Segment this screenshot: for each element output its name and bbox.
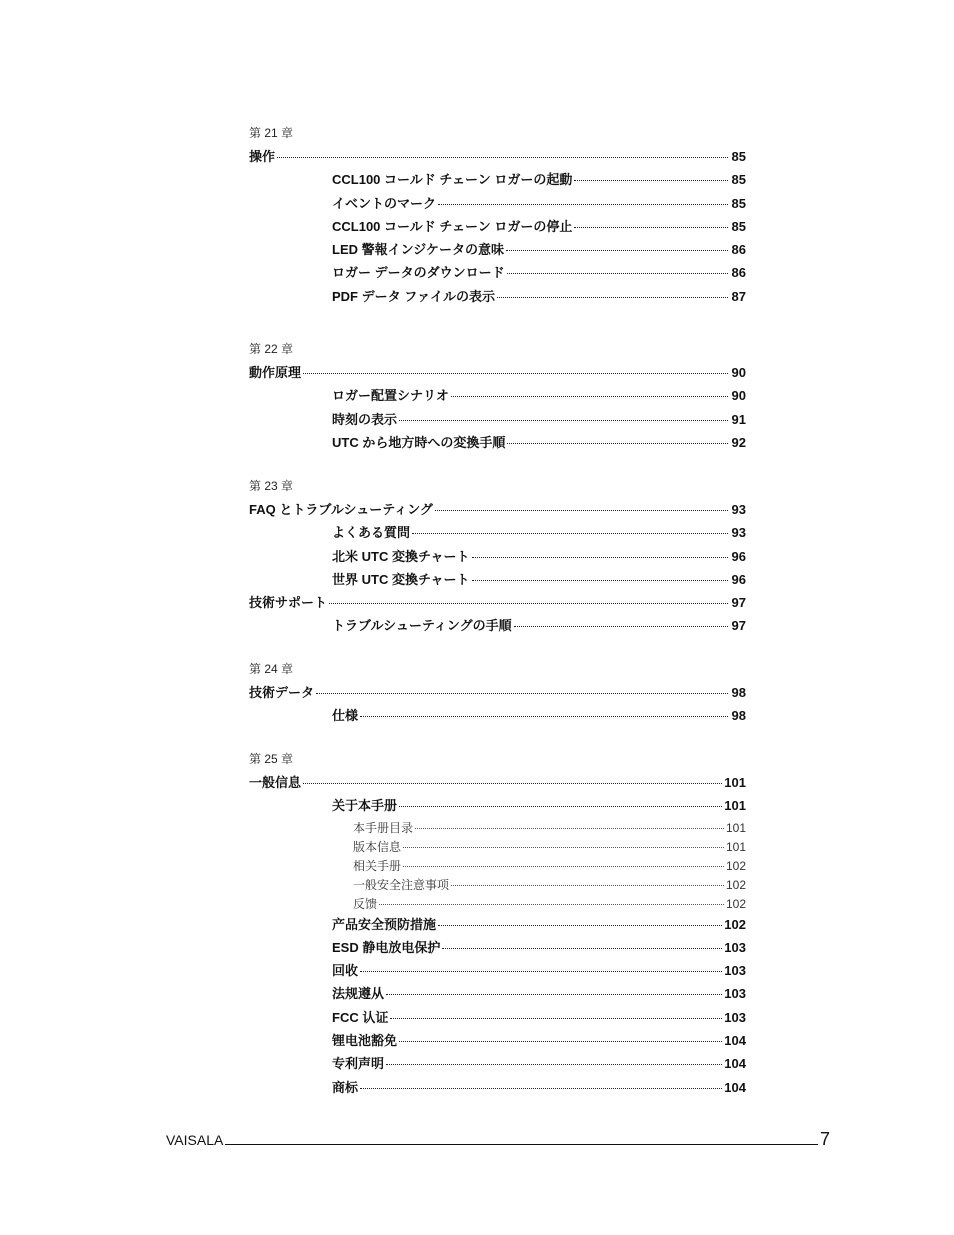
toc-entry-page: 85 [731,195,746,211]
toc-entry-title: イベントのマーク [332,195,437,211]
toc-entry-title: 回收 [332,963,359,979]
chapter-label: 第 24 章 [249,662,294,676]
toc-entry[interactable] [249,682,746,705]
toc-entry-page: 98 [731,685,746,700]
toc-chapter [249,124,746,340]
toc-entry-title: 仕様 [332,708,359,724]
toc-entry-page: 103 [724,986,746,1002]
toc-entry-title: 相关手册 [353,858,402,873]
toc-entry-title: 動作原理 [249,365,302,380]
toc-entry-title: 反馈 [353,896,378,911]
dot-leader [451,885,724,886]
toc-entry-title: よくある質問 [332,525,411,541]
toc-entry-page: 97 [731,618,746,634]
dot-leader [360,971,722,972]
toc-entry-title: FCC 认证 [332,1009,389,1025]
toc-entry-title: 操作 [249,149,276,164]
chapter-label: 第 25 章 [249,752,294,766]
toc-entry[interactable] [249,895,746,914]
toc-entry-page: 102 [725,877,746,892]
toc-entry-title: PDF データ ファイルの表示 [332,288,495,304]
toc-entry-page: 103 [724,1009,746,1025]
toc-entry-title: ロガー データのダウンロード [332,265,505,281]
footer-brand: VAISALA [166,1132,224,1148]
toc-entry[interactable] [249,499,746,522]
dot-leader [390,1018,722,1019]
footer-page-number: 7 [819,1129,830,1149]
toc-entry[interactable] [249,876,746,895]
toc-entry-title: CCL100 コールド チェーン ロガーの起動 [332,172,573,188]
toc-entry[interactable] [249,937,746,960]
dot-leader [399,1041,722,1042]
dot-leader [360,1088,722,1089]
dot-leader [316,693,728,694]
dot-leader [303,783,722,784]
toc-entry-title: CCL100 コールド チェーン ロガーの停止 [332,218,573,234]
toc-entry-page: 101 [724,775,746,790]
dot-leader [507,443,728,444]
dot-leader [472,557,728,558]
toc-entry-page: 104 [724,1056,746,1072]
dot-leader [399,806,722,807]
toc-entry-title: 一般安全注意事项 [353,877,450,892]
toc-entry[interactable] [249,409,746,432]
toc-entry-title: 商标 [332,1079,359,1095]
dot-leader [507,273,728,274]
toc-entry[interactable] [249,983,746,1006]
toc-entry-page: 85 [731,172,746,188]
toc-entry-title: 技術データ [249,685,315,700]
toc-entry-title: 一般信息 [249,775,302,790]
toc-entry-title: 法规遵从 [332,986,385,1002]
toc-entry[interactable] [249,146,746,169]
toc-entry-page: 91 [731,411,746,427]
toc-entry-title: 北米 UTC 変換チャート [332,548,470,564]
toc-entry[interactable] [249,385,746,408]
toc-chapter [249,660,746,750]
toc-entry-title: 锂电池豁免 [332,1033,398,1049]
toc-entry-page: 102 [725,896,746,911]
toc-entry-page: 103 [724,939,746,955]
toc-entry-page: 103 [724,963,746,979]
dot-leader [403,847,724,848]
dot-leader [379,904,724,905]
dot-leader [415,828,724,829]
toc-entry-title: 专利声明 [332,1056,385,1072]
toc-entry[interactable] [249,262,746,285]
toc-entry[interactable] [249,838,746,857]
toc-entry-page: 86 [731,242,746,258]
toc-entry[interactable] [249,857,746,876]
dot-leader [506,250,728,251]
dot-leader [497,297,728,298]
dot-leader [277,157,728,158]
toc-entry-page: 97 [731,595,746,611]
table-of-contents [249,124,746,1110]
dot-leader [303,373,728,374]
toc-entry-title: ESD 静电放电保护 [332,939,441,955]
toc-entry[interactable] [249,239,746,262]
dot-leader [386,1064,722,1065]
toc-entry-page: 93 [731,525,746,541]
toc-entry-page: 90 [731,365,746,380]
toc-entry-page: 96 [731,548,746,564]
dot-leader [514,626,728,627]
footer-rule [225,1144,818,1145]
dot-leader [403,866,724,867]
dot-leader [438,204,728,205]
chapter-label: 第 21 章 [249,126,294,140]
toc-entry-title: 世界 UTC 変換チャート [332,571,470,587]
toc-entry-title: 本手册目录 [353,820,414,835]
toc-entry-page: 92 [731,434,746,450]
dot-leader [442,948,722,949]
toc-entry[interactable] [249,169,746,192]
toc-entry-page: 96 [731,571,746,587]
dot-leader [386,994,722,995]
toc-entry[interactable] [249,193,746,216]
toc-entry-page: 87 [731,288,746,304]
toc-entry[interactable] [249,546,746,569]
dot-leader [399,420,728,421]
toc-entry-title: 版本信息 [353,839,402,854]
toc-entry[interactable] [249,960,746,983]
dot-leader [472,580,728,581]
dot-leader [329,603,728,604]
page-footer [166,1130,830,1148]
toc-chapter [249,750,746,1110]
toc-entry[interactable] [249,1030,746,1053]
dot-leader [412,533,728,534]
chapter-label: 第 22 章 [249,342,294,356]
chapter-label: 第 23 章 [249,479,294,493]
toc-entry-page: 101 [724,798,746,814]
toc-entry[interactable] [249,569,746,592]
toc-entry[interactable] [249,432,746,455]
toc-entry[interactable] [249,216,746,239]
toc-entry[interactable] [249,1077,746,1100]
toc-entry-title: 時刻の表示 [332,411,398,427]
toc-entry-title: 产品安全预防措施 [332,916,437,932]
toc-entry-page: 102 [725,858,746,873]
toc-entry-title: LED 警報インジケータの意味 [332,242,505,258]
dot-leader [574,227,728,228]
toc-chapter [249,477,746,660]
toc-entry-title: ロガー配置シナリオ [332,388,449,404]
toc-entry-page: 90 [731,388,746,404]
toc-entry-page: 85 [731,218,746,234]
dot-leader [360,716,728,717]
toc-entry-title: FAQ とトラブルシューティング [249,502,433,517]
dot-leader [435,510,728,511]
dot-leader [574,180,728,181]
toc-entry[interactable] [249,286,746,309]
toc-entry[interactable] [249,1007,746,1030]
toc-entry[interactable] [249,772,746,795]
toc-entry-title: 关于本手册 [332,798,398,814]
toc-entry-page: 86 [731,265,746,281]
toc-entry[interactable] [249,795,746,818]
toc-entry-title: UTC から地方時への変換手順 [332,434,506,450]
toc-entry[interactable] [249,705,746,728]
toc-entry-page: 101 [725,820,746,835]
toc-entry-title: トラブルシューティングの手順 [332,618,512,634]
toc-entry[interactable] [249,819,746,838]
toc-entry[interactable] [249,362,746,385]
toc-entry-page: 93 [731,502,746,517]
toc-entry[interactable] [249,592,746,615]
toc-entry-page: 104 [724,1079,746,1095]
toc-entry-page: 101 [725,839,746,854]
toc-entry[interactable] [249,615,746,638]
dot-leader [438,925,722,926]
toc-entry-page: 98 [731,708,746,724]
toc-entry[interactable] [249,914,746,937]
toc-entry-page: 104 [724,1033,746,1049]
dot-leader [451,396,728,397]
toc-entry-title: 技術サポート [249,595,328,611]
toc-entry[interactable] [249,522,746,545]
toc-chapter [249,340,746,477]
toc-entry[interactable] [249,1053,746,1076]
toc-entry-page: 85 [731,149,746,164]
toc-entry-page: 102 [724,916,746,932]
